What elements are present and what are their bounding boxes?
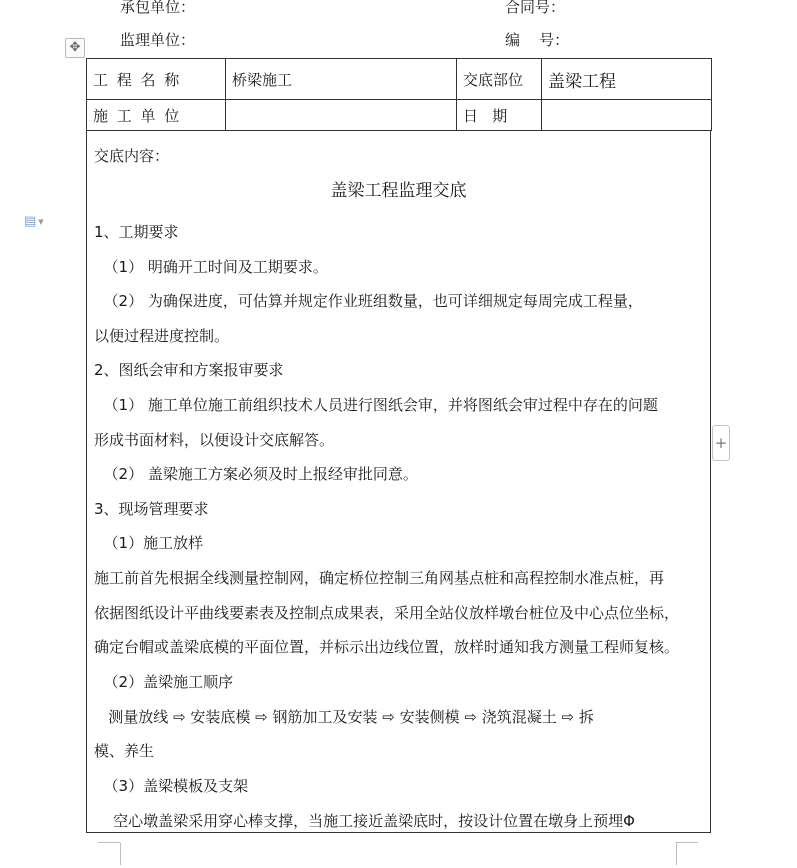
- table-move-handle[interactable]: [65, 38, 85, 58]
- document-menu-button[interactable]: [24, 214, 52, 232]
- info-table: [86, 58, 712, 131]
- content-line: 1、工期要求: [94, 223, 179, 241]
- content-line: 以便过程进度控制。: [94, 327, 230, 345]
- date-value[interactable]: [542, 100, 712, 131]
- content-line: 3、现场管理要求: [94, 500, 209, 518]
- page-corner-mark-right: [676, 843, 699, 865]
- serial-no-label: 编 号：: [505, 31, 570, 49]
- content-line: 形成书面材料，以便设计交底解答。: [94, 431, 335, 449]
- page-corner-mark-right-h: [676, 842, 698, 843]
- add-button[interactable]: [712, 425, 730, 461]
- content-line: （2） 为确保进度，可估算并规定作业班组数量，也可详细规定每周完成工程量，: [94, 292, 643, 310]
- project-name-value[interactable]: 桥梁施工: [226, 59, 457, 100]
- handover-content[interactable]: [86, 130, 711, 833]
- content-line: 测量放线 ⇨ 安装底模 ⇨ 钢筋加工及安装 ⇨ 安装侧模 ⇨ 浇筑混凝土 ⇨ 拆: [94, 708, 594, 726]
- content-line: （1） 施工单位施工前组织技术人员进行图纸会审，并将图纸会审过程中存在的问题: [94, 396, 658, 414]
- supervisor-label: 监理单位：: [120, 31, 196, 49]
- construction-unit-value[interactable]: [226, 100, 457, 131]
- page-corner-mark-left-h: [98, 842, 120, 843]
- content-line: 确定台帽或盖梁底模的平面位置，并标示出边线位置，放样时通知我方测量工程师复核。: [94, 638, 680, 656]
- contract-no-label: 合同号：: [505, 0, 566, 16]
- project-name-label: 工 程 名 称: [87, 59, 226, 100]
- content-line: 施工前首先根据全线测量控制网，确定桥位控制三角网基点桩和高程控制水准点桩，再: [94, 569, 665, 587]
- content-line: 依据图纸设计平曲线要素表及控制点成果表，采用全站仪放样墩台桩位及中心点位坐标，: [94, 604, 680, 622]
- move-icon: ✥: [69, 40, 81, 55]
- handover-part-value[interactable]: 盖梁工程: [542, 59, 712, 100]
- content-line: （2） 盖梁施工方案必须及时上报经审批同意。: [94, 465, 418, 483]
- table-row: [87, 59, 712, 100]
- chevron-down-icon: ▼: [38, 217, 44, 226]
- table-row: [87, 100, 712, 131]
- content-line: （2）盖梁施工顺序: [94, 673, 234, 691]
- content-line: 模、养生: [94, 742, 155, 760]
- content-line: （1）施工放样: [94, 534, 204, 552]
- contractor-label: 承包单位：: [120, 0, 196, 16]
- content-title: 盖梁工程监理交底: [330, 181, 467, 201]
- content-line: 空心墩盖梁采用穿心棒支撑，当施工接近盖梁底时，按设计位置在墩身上预埋Φ: [94, 812, 635, 830]
- content-line: 2、图纸会审和方案报审要求: [94, 361, 284, 379]
- page-corner-mark-left: [98, 843, 121, 865]
- construction-unit-label: 施 工 单 位: [87, 100, 226, 131]
- document-icon: ▤: [24, 214, 37, 229]
- content-line: （1） 明确开工时间及工期要求。: [94, 258, 328, 276]
- handover-part-label: 交底部位: [457, 59, 542, 100]
- date-label: 日 期: [457, 100, 542, 131]
- plus-icon: +: [714, 434, 728, 452]
- content-intro: 交底内容：: [94, 147, 170, 165]
- content-line: （3）盖梁模板及支架: [94, 777, 249, 795]
